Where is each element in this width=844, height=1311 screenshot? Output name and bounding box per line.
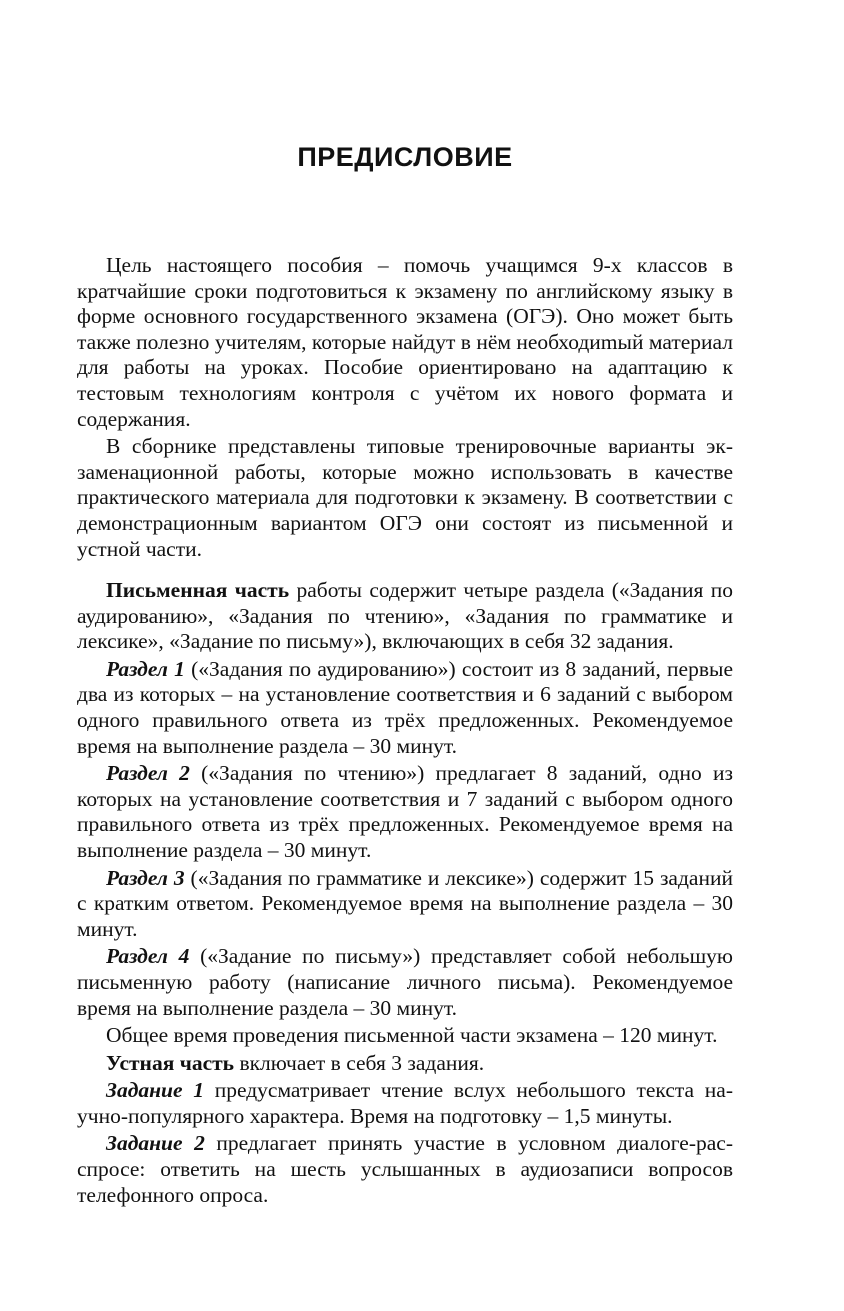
section-1-paragraph xyxy=(77,657,733,759)
page-title: ПРЕДИСЛОВИЕ xyxy=(297,142,513,172)
task-2-paragraph xyxy=(77,1131,733,1208)
task-1-heading: Задание 1 xyxy=(106,1078,205,1103)
task-2-text: предлагает принять участие в условном диалоге-расспросе: ответить на шесть услышанных в аудиозаписи вопросов телефонного опроса. xyxy=(77,1131,734,1207)
written-total-time: Общее время проведения письменной части экзамена – 120 минут. xyxy=(106,1023,718,1048)
section-4-paragraph xyxy=(77,944,733,1021)
section-1-heading: Раздел 1 xyxy=(106,656,185,681)
section-2-text: («Задания по чтению») предлагает 8 заданий, одно из которых на установление соответствия и 7 заданий с выбором одного правильного ответа из трёх предложенных. Рекомендуемое время на выполнение раздела – 30 минут. xyxy=(77,761,733,862)
oral-part-text: включает в себя 3 задания. xyxy=(234,1050,485,1075)
section-2-paragraph xyxy=(77,761,733,863)
section-4-heading: Раздел 4 xyxy=(106,944,190,969)
oral-part-paragraph xyxy=(77,1051,733,1077)
intro-block xyxy=(77,253,733,564)
intro-paragraph-1: Цель настоящего пособия – помочь учащимся 9-х классов в кратчайшие сроки подготовиться к экзамену по английскому языку в форме основного государственного экзамена (ОГЭ). Оно может быть также полезно учителям, которые найдут в нём необходиmый материал для работы на уроках. Пособие ориентировано на адаптацию к тестовым технологиям контроля с учётом их нового формата и содержания. xyxy=(77,253,733,431)
oral-part-heading: Устная часть xyxy=(106,1050,235,1075)
section-4-text: («Задание по письму») представляет собой небольшую письменную работу (написание личного письма). Рекомендуемое время на выполнение раздела – 30 минут. xyxy=(77,944,733,1020)
structure-block xyxy=(77,578,733,1210)
section-3-heading: Раздел 3 xyxy=(106,865,185,890)
written-part-text: работы содержит четыре раздела («Задания по аудированию», «Задания по чтению», «Задания по грамматике и лексике», «Задание по письму»), включающих в себя 32 задания. xyxy=(77,578,734,654)
task-1-paragraph xyxy=(77,1078,733,1129)
section-2-heading: Раздел 2 xyxy=(106,761,190,786)
section-1-text: («Задания по аудированию») состоит из 8 заданий, первые два из которых – на установление соответствия и 6 заданий с выбором одного правильного ответа из трёх предложенных. Рекомендуемое время на выполнение раздела – 30 минут. xyxy=(77,656,733,758)
task-1-text: предусматривает чтение вслух небольшого текста научно-популярного характера. Время на подготовку – 1,5 минуты. xyxy=(77,1078,733,1128)
section-3-text: («Задания по грамматике и лексике») содержит 15 заданий с кратким ответом. Рекомендуемое время на выполнение раздела – 30 минут. xyxy=(77,865,733,941)
task-2-heading: Задание 2 xyxy=(106,1131,205,1156)
section-3-paragraph xyxy=(77,866,733,943)
written-part-paragraph xyxy=(77,578,733,655)
written-part-heading: Письменная часть xyxy=(106,578,290,602)
intro-paragraph-2: В сборнике представлены типовые тренировочные варианты экзаменационной работы, которые можно использовать в качестве практического материала для подготовки к экзамену. В соответствии с демонстрационным вариантом ОГЭ они состоят из письменной и устной части. xyxy=(77,434,733,561)
